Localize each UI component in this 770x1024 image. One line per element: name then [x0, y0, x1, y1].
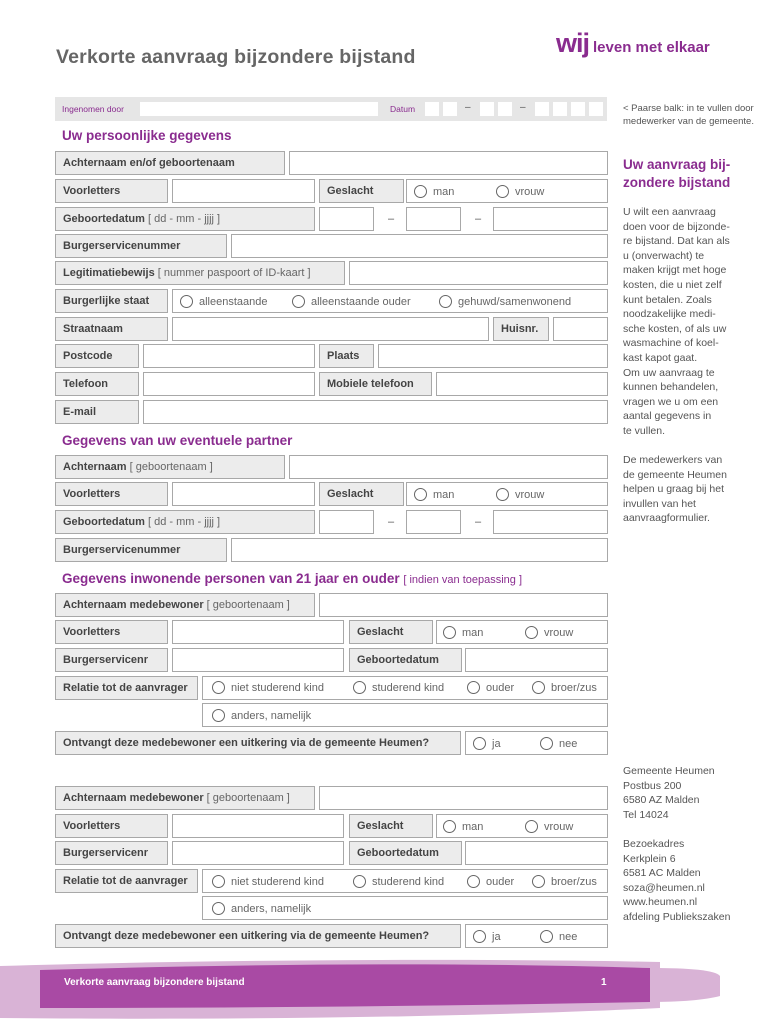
page-number: 1: [601, 977, 607, 988]
housemate1-gender-label: Geslacht: [349, 620, 433, 644]
email-link[interactable]: soza@heumen.nl: [623, 881, 705, 894]
sidebar-contact: [623, 764, 757, 822]
housemate1-bsn-field[interactable]: [172, 648, 344, 672]
housemate2-relation-sibling-radio[interactable]: [532, 875, 597, 889]
id-label-text: Legitimatiebewijs: [63, 267, 155, 279]
option-label: anders, namelijk: [231, 903, 312, 915]
birthname-hint: [ geboortenaam ]: [129, 461, 213, 473]
housemate2-surname-field[interactable]: [319, 786, 608, 810]
birthdate-month-field[interactable]: [406, 207, 461, 231]
housemate2-bsn-label: Burgerservicenr: [55, 841, 168, 865]
housemate2-surname-label: [55, 786, 315, 810]
contact-line: Kerkplein 6: [623, 852, 676, 865]
option-label: ouder: [486, 682, 515, 694]
city-label: Plaats: [319, 344, 374, 368]
housemate-surname-label-text: Achternaam medebewoner: [63, 792, 204, 804]
radio-circle-icon: [540, 930, 553, 943]
id-field[interactable]: [349, 261, 608, 285]
gender-female-radio[interactable]: [496, 185, 544, 199]
housemate1-relation-non-student-radio[interactable]: [212, 681, 324, 695]
housemate1-relation-label: Relatie tot de aanvrager: [55, 676, 198, 700]
footer-title: Verkorte aanvraag bijzondere bijstand: [64, 977, 245, 988]
housemate2-bsn-field[interactable]: [172, 841, 344, 865]
mobile-label: Mobiele telefoon: [319, 372, 432, 396]
date-digit[interactable]: [571, 102, 585, 116]
radio-circle-icon: [353, 875, 366, 888]
sidebar-line: U wilt een aanvraag: [623, 206, 716, 218]
option-label: ouder: [486, 876, 515, 888]
received-by-field[interactable]: [140, 102, 378, 116]
date-digit[interactable]: [535, 102, 549, 116]
housemate1-initials-label: Voorletters: [55, 620, 168, 644]
housemate2-gender-label: Geslacht: [349, 814, 433, 838]
street-label: Straatnaam: [55, 317, 168, 341]
sidebar-line: kunt betalen. Zoals: [623, 293, 712, 306]
phone-field[interactable]: [143, 372, 315, 396]
housemate2-gender-female-radio[interactable]: [525, 820, 573, 834]
civil-single-radio[interactable]: [180, 295, 268, 309]
option-label: man: [462, 627, 484, 639]
birthdate-format: [ dd - mm - jjjj ]: [147, 213, 221, 225]
option-label: anders, namelijk: [231, 710, 312, 722]
sidebar-line: vragen we u om een: [623, 395, 719, 408]
mobile-field[interactable]: [436, 372, 608, 396]
gender-male-radio[interactable]: [414, 185, 454, 199]
option-label: alleenstaande: [199, 296, 268, 308]
date-digit[interactable]: [443, 102, 457, 116]
surname-field[interactable]: [289, 151, 608, 175]
received-by-label: Ingenomen door: [62, 104, 124, 114]
housemate1-benefit-label: Ontvangt deze medebewoner een uitkering via de gemeente Heumen?: [55, 731, 461, 755]
initials-label: Voorletters: [55, 179, 168, 203]
housemate2-benefit-no-radio[interactable]: [540, 930, 577, 944]
radio-circle-icon: [212, 681, 225, 694]
housemate1-initials-field[interactable]: [172, 620, 344, 644]
partner-surname-label-text: Achternaam: [63, 461, 127, 473]
radio-circle-icon: [212, 709, 225, 722]
sidebar-line: noodzakelijke medi-: [623, 308, 716, 321]
housemate1-gender-male-radio[interactable]: [443, 626, 483, 640]
logo-tagline: leven met elkaar: [593, 39, 710, 56]
radio-circle-icon: [473, 930, 486, 943]
sidebar-line: invullen van het: [623, 497, 696, 510]
radio-circle-icon: [467, 681, 480, 694]
housemate2-relation-other-radio[interactable]: [212, 902, 311, 916]
housemate2-initials-field[interactable]: [172, 814, 344, 838]
partner-initials-label: Voorletters: [55, 482, 168, 506]
house-number-label: Huisnr.: [493, 317, 549, 341]
option-label: studerend kind: [372, 682, 445, 694]
id-hint: [ nummer paspoort of ID-kaart ]: [157, 267, 311, 279]
partner-birthdate-day-field[interactable]: [319, 510, 374, 534]
option-label: vrouw: [515, 489, 545, 501]
radio-circle-icon: [467, 875, 480, 888]
page-title: Verkorte aanvraag bijzondere bijstand: [56, 46, 416, 68]
housemate1-benefit-no-radio[interactable]: [540, 737, 577, 751]
housemate1-bsn-label: Burgerservicenr: [55, 648, 168, 672]
section-partner-heading: Gegevens van uw eventuele partner: [62, 433, 293, 448]
bsn-field[interactable]: [231, 234, 608, 258]
housemate1-relation-other-radio[interactable]: [212, 709, 311, 723]
sidebar-line: Om uw aanvraag te: [623, 366, 715, 379]
option-label: man: [433, 186, 455, 198]
city-field[interactable]: [378, 344, 608, 368]
contact-line: Postbus 200: [623, 779, 682, 792]
date-digit[interactable]: [553, 102, 567, 116]
option-label: niet studerend kind: [231, 682, 324, 694]
partner-initials-field[interactable]: [172, 482, 315, 506]
partner-gender-label: Geslacht: [319, 482, 404, 506]
option-label: nee: [559, 738, 578, 750]
housemate2-birthdate-label: Geboortedatum: [349, 841, 462, 865]
housemate1-surname-label: [55, 593, 315, 617]
id-label: [55, 261, 345, 285]
phone-label: Telefoon: [55, 372, 139, 396]
date-separator: –: [520, 102, 526, 113]
radio-circle-icon: [525, 820, 538, 833]
radio-circle-icon: [443, 626, 456, 639]
partner-gender-female-radio[interactable]: [496, 488, 544, 502]
housemate1-surname-field[interactable]: [319, 593, 608, 617]
sidebar-help: [623, 453, 757, 526]
surname-label: Achternaam en/of geboortenaam: [55, 151, 285, 175]
birthdate-separator: –: [475, 213, 482, 225]
option-label: studerend kind: [372, 876, 445, 888]
sidebar-line: te vullen.: [623, 424, 666, 437]
sidebar-heading: Uw aanvraag bij-zondere bijstand: [623, 157, 731, 190]
email-label: E-mail: [55, 400, 139, 424]
housemate2-gender-male-radio[interactable]: [443, 820, 483, 834]
logo: [556, 28, 710, 59]
radio-circle-icon: [439, 295, 452, 308]
partner-surname-label: [55, 455, 285, 479]
sidebar-line: kunnen behandelen,: [623, 381, 719, 394]
radio-circle-icon: [180, 295, 193, 308]
contact-line: 6581 AC Malden: [623, 867, 701, 880]
option-label: niet studerend kind: [231, 876, 324, 888]
sidebar-line: doen voor de bijzonde-: [623, 220, 730, 233]
date-digit[interactable]: [589, 102, 603, 116]
radio-circle-icon: [212, 875, 225, 888]
sidebar-line: re bijstand. Dat kan als: [623, 235, 730, 248]
birthname-hint: [ geboortenaam ]: [206, 792, 290, 804]
partner-birthdate-year-field[interactable]: [493, 510, 608, 534]
postcode-field[interactable]: [143, 344, 315, 368]
option-label: ja: [492, 738, 501, 750]
option-label: nee: [559, 931, 578, 943]
logo-wordmark: wij: [556, 28, 590, 58]
contact-line: Gemeente Heumen: [623, 765, 715, 777]
section-housemates-title: Gegevens inwonende personen van 21 jaar en ouder: [62, 571, 400, 586]
birthdate-separator: –: [388, 213, 395, 225]
option-label: broer/zus: [551, 682, 597, 694]
partner-birthdate-month-field[interactable]: [406, 510, 461, 534]
sidebar-visit: [623, 837, 757, 925]
date-digit[interactable]: [425, 102, 439, 116]
contact-line: Bezoekadres: [623, 838, 685, 850]
radio-circle-icon: [496, 488, 509, 501]
email-field[interactable]: [143, 400, 608, 424]
housemate2-relation-non-student-radio[interactable]: [212, 875, 324, 889]
radio-circle-icon: [353, 681, 366, 694]
radio-circle-icon: [473, 737, 486, 750]
birthdate-year-field[interactable]: [493, 207, 608, 231]
gender-label: Geslacht: [319, 179, 404, 203]
option-label: broer/zus: [551, 876, 597, 888]
street-field[interactable]: [172, 317, 489, 341]
partner-bsn-field[interactable]: [231, 538, 608, 562]
partner-surname-field[interactable]: [289, 455, 608, 479]
birthname-hint: [ geboortenaam ]: [206, 599, 290, 611]
date-digit[interactable]: [480, 102, 494, 116]
radio-circle-icon: [443, 820, 456, 833]
initials-field[interactable]: [172, 179, 315, 203]
sidebar-line: aantal gegevens in: [623, 410, 712, 423]
office-note: < Paarse balk: in te vullen door medewerker van de gemeente.: [623, 103, 754, 127]
option-label: gehuwd/samenwonend: [458, 296, 572, 308]
birthdate-label: [55, 207, 315, 231]
birthdate-format: [ dd - mm - jjjj ]: [147, 516, 221, 528]
housemate1-birthdate-field[interactable]: [465, 648, 608, 672]
bsn-label: Burgerservicenummer: [55, 234, 227, 258]
partner-bsn-label: Burgerservicenummer: [55, 538, 227, 562]
civil-single-parent-radio[interactable]: [292, 295, 411, 309]
sidebar-line: De medewerkers van: [623, 454, 723, 466]
housemate2-birthdate-field[interactable]: [465, 841, 608, 865]
sidebar-line: kast kapot gaat.: [623, 351, 698, 364]
birthdate-day-field[interactable]: [319, 207, 374, 231]
housemate2-relation-parent-radio[interactable]: [467, 875, 514, 889]
radio-circle-icon: [414, 185, 427, 198]
housemate1-birthdate-label: Geboortedatum: [349, 648, 462, 672]
housemate2-benefit-yes-radio[interactable]: [473, 930, 501, 944]
footer-band: [0, 958, 770, 1024]
sidebar-line: aanvraagformulier.: [623, 512, 710, 525]
office-use-band: [55, 97, 607, 121]
section-personal-heading: Uw persoonlijke gegevens: [62, 128, 232, 143]
civil-married-radio[interactable]: [439, 295, 571, 309]
birthdate-separator: –: [475, 516, 482, 528]
date-label: Datum: [390, 104, 416, 114]
sidebar-intro: [623, 205, 757, 439]
civil-status-label: Burgerlijke staat: [55, 289, 168, 313]
housemate2-relation-label: Relatie tot de aanvrager: [55, 869, 198, 893]
housemate-surname-label-text: Achternaam medebewoner: [63, 599, 204, 611]
housemate1-gender-female-radio[interactable]: [525, 626, 573, 640]
option-label: vrouw: [544, 627, 574, 639]
sidebar-line: sche kosten, of als uw: [623, 322, 727, 335]
house-number-field[interactable]: [553, 317, 608, 341]
housemate1-benefit-yes-radio[interactable]: [473, 737, 501, 751]
housemate2-initials-label: Voorletters: [55, 814, 168, 838]
sidebar-line: maken krijgt met hoge: [623, 264, 727, 277]
radio-circle-icon: [292, 295, 305, 308]
contact-line: Tel 14024: [623, 808, 669, 821]
housemate2-relation-student-radio[interactable]: [353, 875, 444, 889]
sidebar-line: u (onverwacht) te: [623, 249, 705, 262]
contact-line: 6580 AZ Malden: [623, 794, 700, 807]
sidebar-line: helpen u graag bij het: [623, 483, 724, 496]
housemate1-relation-sibling-radio[interactable]: [532, 681, 597, 695]
option-label: vrouw: [515, 186, 545, 198]
date-digit[interactable]: [498, 102, 512, 116]
sidebar-line: de gemeente Heumen: [623, 468, 727, 481]
option-label: man: [433, 489, 455, 501]
housemate1-relation-parent-radio[interactable]: [467, 681, 514, 695]
radio-circle-icon: [540, 737, 553, 750]
postcode-label: Postcode: [55, 344, 139, 368]
section-housemates-note: [ indien van toepassing ]: [403, 574, 523, 586]
date-separator: –: [465, 102, 471, 113]
radio-circle-icon: [496, 185, 509, 198]
radio-circle-icon: [414, 488, 427, 501]
option-label: man: [462, 821, 484, 833]
radio-circle-icon: [212, 902, 225, 915]
housemate2-benefit-label: Ontvangt deze medebewoner een uitkering via de gemeente Heumen?: [55, 924, 461, 948]
partner-birthdate-label-text: Geboortedatum: [63, 516, 145, 528]
website-link[interactable]: www.heumen.nl: [623, 896, 698, 909]
section-housemates-heading: [62, 571, 522, 586]
radio-circle-icon: [532, 875, 545, 888]
contact-line: afdeling Publiekszaken: [623, 910, 731, 923]
birthdate-label-text: Geboortedatum: [63, 213, 145, 225]
option-label: ja: [492, 931, 501, 943]
sidebar-line: wasmachine of koel-: [623, 337, 719, 350]
radio-circle-icon: [532, 681, 545, 694]
housemate1-relation-student-radio[interactable]: [353, 681, 444, 695]
option-label: alleenstaande ouder: [311, 296, 411, 308]
partner-gender-male-radio[interactable]: [414, 488, 454, 502]
option-label: vrouw: [544, 821, 574, 833]
birthdate-separator: –: [388, 516, 395, 528]
partner-birthdate-label: [55, 510, 315, 534]
sidebar-line: kosten, die u niet zelf: [623, 278, 722, 291]
radio-circle-icon: [525, 626, 538, 639]
